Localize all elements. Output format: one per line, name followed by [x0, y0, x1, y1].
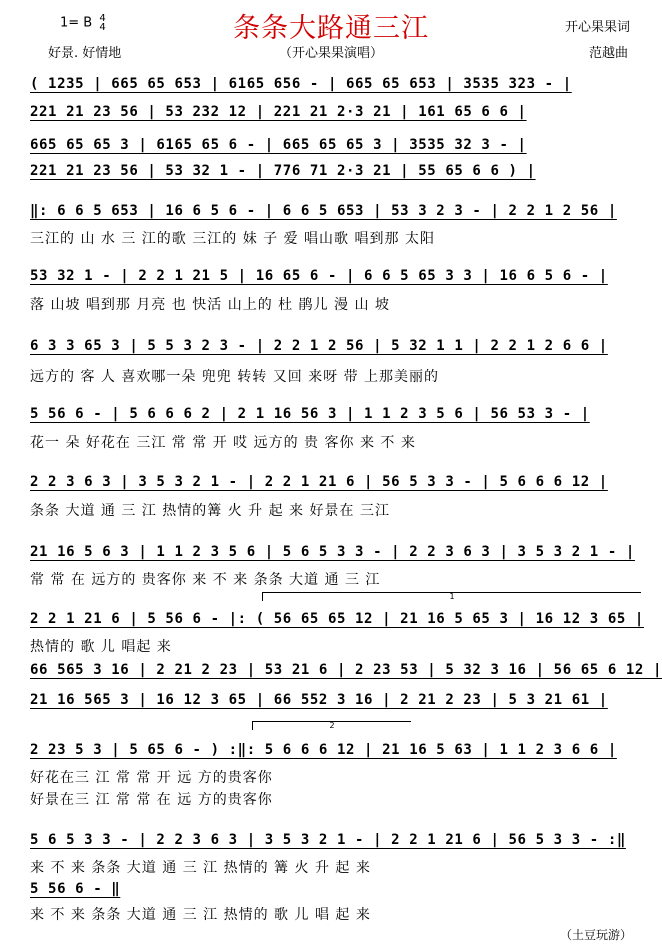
- notation-line: 5 56 6 - | 5 6 6 6 2 | 2 1 16 56 3 | 1 1 2 3 5 6 | 56 53 3 - |: [30, 406, 590, 422]
- lyricist-credit: 开心果果词: [564, 20, 630, 35]
- key-text: 1= B: [60, 15, 93, 31]
- composer-credit: 范越曲: [588, 46, 628, 61]
- lyric-line: 常 常 在 远方的 贵客你 来 不 来 条条 大道 通 三 江: [30, 572, 381, 588]
- notation-line: ‖: 6 6 5 653 | 16 6 5 6 - | 6 6 5 653 | 53 3 2 3 - | 2 2 1 2 56 |: [30, 203, 617, 219]
- lyric-line: 热情的 歌 儿 唱起 来: [30, 639, 172, 655]
- time-numerator: 4: [99, 13, 106, 24]
- notation-line: ( 1235 | 665 65 653 | 6165 656 - | 665 65 653 | 3535 323 - |: [30, 76, 572, 92]
- volta-label: 2: [329, 721, 335, 730]
- notation-line: 2 2 3 6 3 | 3 5 3 2 1 - | 2 2 1 21 6 | 56 5 3 3 - | 5 6 6 6 12 |: [30, 474, 608, 490]
- singer-credit: （开心果果演唱）: [278, 46, 383, 61]
- notation-line: 21 16 5 6 3 | 1 1 2 3 5 6 | 5 6 5 3 3 - | 2 2 3 6 3 | 3 5 3 2 1 - |: [30, 544, 635, 560]
- lyric-line: 花一 朵 好花在 三江 常 常 开 哎 远方的 贵 客你 来 不 来: [30, 435, 416, 451]
- notation-line: 6 3 3 65 3 | 5 5 3 2 3 - | 2 2 1 2 56 | 5 32 1 1 | 2 2 1 2 6 6 |: [30, 338, 608, 354]
- lyric-line: 远方的 客 人 喜欢哪一朵 兜兜 转转 又回 来呀 带 上那美丽的: [30, 369, 440, 385]
- tempo-marking: 好景. 好情地: [48, 46, 122, 61]
- lyric-line: 落 山坡 唱到那 月亮 也 快活 山上的 杜 鹃儿 漫 山 坡: [30, 297, 390, 313]
- notation-line: 21 16 565 3 | 16 12 3 65 | 66 552 3 16 | 2 21 2 23 | 5 3 21 61 |: [30, 692, 608, 708]
- volta-label: 1: [449, 592, 455, 601]
- notation-line: 2 23 5 3 | 5 65 6 - ) :‖: 5 6 6 6 12 | 21 16 5 63 | 1 1 2 3 6 6 |: [30, 742, 617, 758]
- lyric-line: 好花在三 江 常 常 开 远 方的贵客你: [30, 770, 273, 786]
- volta-bracket-2: [252, 721, 411, 730]
- lyric-line: 来 不 来 条条 大道 通 三 江 热情的 篝 火 升 起 来: [30, 860, 371, 876]
- notation-line: 5 56 6 - ‖: [30, 881, 121, 897]
- lyric-line: 好景在三 江 常 常 在 远 方的贵客你: [30, 792, 273, 808]
- notation-line: 2 2 1 21 6 | 5 56 6 - |: ( 56 65 65 12 | 21 16 5 65 3 | 16 12 3 65 |: [30, 611, 644, 627]
- song-title: 条条大路通三江: [233, 13, 429, 44]
- notation-line: 5 6 5 3 3 - | 2 2 3 6 3 | 3 5 3 2 1 - | 2 2 1 21 6 | 56 5 3 3 - :‖: [30, 832, 626, 848]
- lyric-line: 条条 大道 通 三 江 热情的篝 火 升 起 来 好景在 三江: [30, 503, 390, 519]
- notation-line: 66 565 3 16 | 2 21 2 23 | 53 21 6 | 2 23 53 | 5 32 3 16 | 56 65 6 12 |: [30, 662, 662, 678]
- lyric-line: 三江的 山 水 三 江的歌 三江的 妹 子 爱 唱山歌 唱到那 太阳: [30, 231, 435, 247]
- volta-bracket-1: [262, 592, 641, 601]
- notation-line: 221 21 23 56 | 53 232 12 | 221 21 2·3 21 | 161 65 6 6 |: [30, 104, 527, 120]
- notation-line: 665 65 65 3 | 6165 65 6 - | 665 65 65 3 | 3535 32 3 - |: [30, 137, 527, 153]
- notation-line: 221 21 23 56 | 53 32 1 - | 776 71 2·3 21 | 55 65 6 6 ) |: [30, 163, 536, 179]
- lyric-line: 来 不 来 条条 大道 通 三 江 热情的 歌 儿 唱 起 来: [30, 907, 371, 923]
- footer-cut-text: （土豆玩游）: [560, 928, 633, 942]
- time-denominator: 4: [99, 22, 106, 33]
- notation-line: 53 32 1 - | 2 2 1 21 5 | 16 65 6 - | 6 6 5 65 3 3 | 16 6 5 6 - |: [30, 268, 608, 284]
